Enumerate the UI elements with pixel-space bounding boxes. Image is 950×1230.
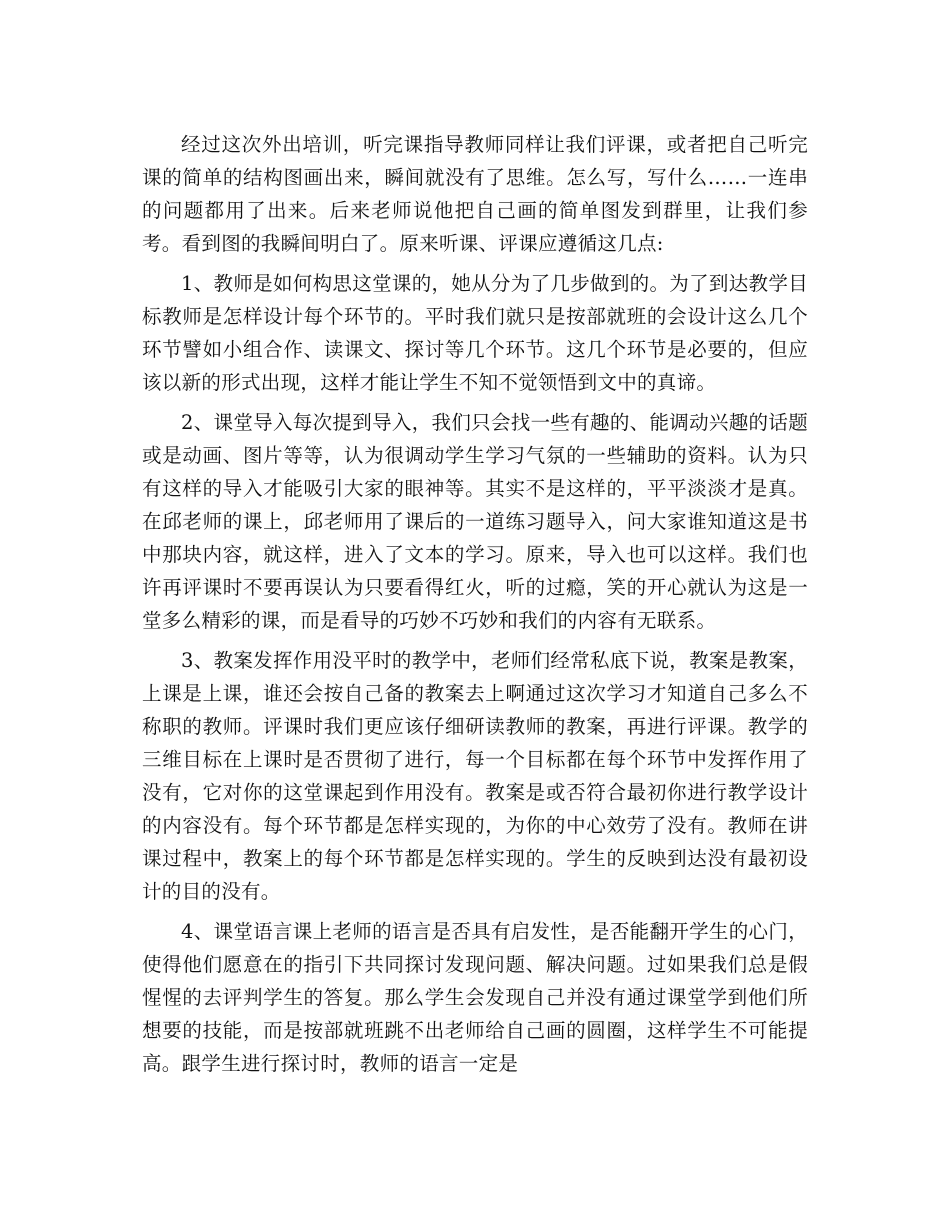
paragraph-point-2: 2、课堂导入每次提到导入，我们只会找一些有趣的、能调动兴趣的话题或是动画、图片等等，认为很调动学生学习气氛的一些辅助的资料。认为只有这样的导入才能吸引大家的眼神等。其实不是这样的，平平淡淡才是真。在邱老师的课上，邱老师用了课后的一道练习题导入，问大家谁知道这是书中那块内容，就这样，进入了文本的学习。原来，导入也可以这样。我们也许再评课时不要再误认为只要看得红火，听的过瘾，笑的开心就认为这是一堂多么精彩的课，而是看导的巧妙不巧妙和我们的内容有无联系。 — [142, 411, 808, 632]
paragraph-point-1: 1、教师是如何构思这堂课的，她从分为了几步做到的。为了到达教学目标教师是怎样设计每个环节的。平时我们就只是按部就班的会设计这么几个环节譬如小组合作、读课文、探讨等几个环节。这几个环节是必要的，但应该以新的形式出现，这样才能让学生不知不觉领悟到文中的真谛。 — [142, 272, 808, 394]
paragraph-point-3: 3、教案发挥作用没平时的教学中，老师们经常私底下说，教案是教案，上课是上课，谁还会按自己备的教案去上啊通过这次学习才知道自己多么不称职的教师。评课时我们更应该仔细研读教师的教案，再进行评课。教学的三维目标在上课时是否贯彻了进行，每一个目标都在每个环节中发挥作用了没有，它对你的这堂课起到作用没有。教案是或否符合最初你进行教学设计的内容没有。每个环节都是怎样实现的，为你的中心效劳了没有。教师在讲课过程中，教案上的每个环节都是怎样实现的。学生的反映到达没有最初设计的目的没有。 — [142, 649, 808, 903]
paragraph-intro: 经过这次外出培训，听完课指导教师同样让我们评课，或者把自己听完课的简单的结构图画出来，瞬间就没有了思维。怎么写，写什么……一连串的问题都用了出来。后来老师说他把自己画的简单图发到群里，让我们参考。看到图的我瞬间明白了。原来听课、评课应遵循这几点: — [142, 133, 808, 255]
paragraph-point-4: 4、课堂语言课上老师的语言是否具有启发性，是否能翻开学生的心门，使得他们愿意在的指引下共同探讨发现问题、解决问题。过如果我们总是假惺惺的去评判学生的答复。那么学生会发现自己并没有通过课堂学到他们所想要的技能，而是按部就班跳不出老师给自己画的圆圈，这样学生不可能提高。跟学生进行探讨时，教师的语言一定是 — [142, 920, 808, 1075]
document-body — [142, 128, 808, 1087]
